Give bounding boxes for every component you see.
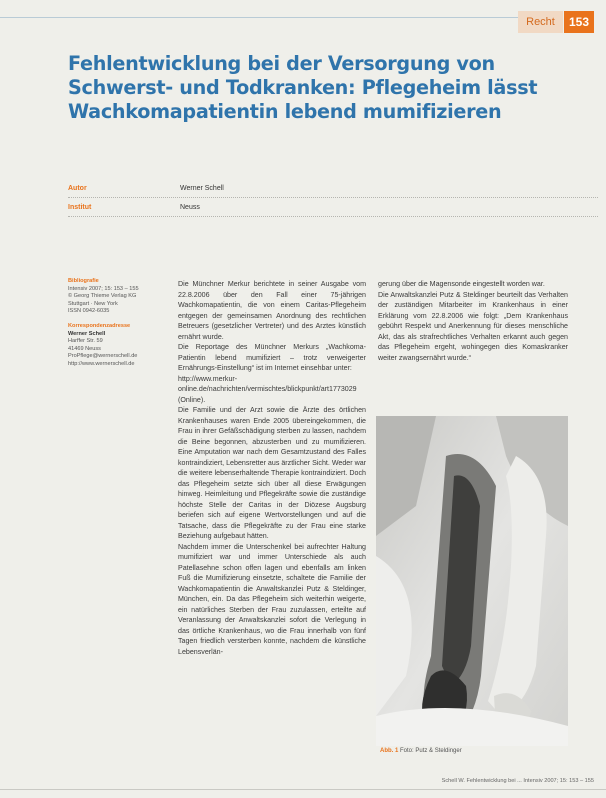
bibliography-line: Intensiv 2007; 15: 153 – 155 <box>68 285 139 292</box>
author-name: Werner Schell <box>180 185 224 192</box>
body-paragraph: Nachdem immer die Unterschenkel bei aufrechter Haltung mumifiziert war und immer Unterschiede als auch Patellasehne schon offen lagen und ebenfalls am linken Fuß die Mumifizierung einsetzte, schaltete die Familie der Wachkomapatientin die Anwaltskanzlei Putz & Steldinger, München, ein. Da das Pflegeheim sich weiterhin weigerte, ein natürliches Sterben der Frau zuzulassen, erteilte auf Veranlassung der Anwaltskanzlei sofort die Verlegung in das örtliche Krankenhaus, wo die Frau innerhalb von fünf Tagen friedlich versterben konnte, nachdem die künstliche Lebensverlän- <box>178 542 366 656</box>
correspondence-heading: Korrespondenzadresse <box>68 322 131 329</box>
bibliography-block <box>68 278 173 316</box>
body-column-right <box>378 279 568 363</box>
institute-rule <box>68 216 598 217</box>
page-number: 153 <box>564 11 594 33</box>
institute-label: Institut <box>68 204 92 211</box>
correspondence-url: http://www.wernerschell.de <box>68 360 135 367</box>
body-paragraph: Die Reportage des Münchner Merkurs „Wachkoma-Patientin lebend mumifiziert – trotz verweigerter Ernährungs-Einstellung“ ist im Internet einsehbar unter: <box>178 343 366 372</box>
footer-citation: Schell W. Fehlentwicklung bei ... Intensiv 2007; 15: 153 – 155 <box>441 778 594 784</box>
body-link: http://www.merkur-online.de/nachrichten/vermischtes/blickpunkt/art1773029 (Online). <box>178 374 357 404</box>
institute-row <box>68 199 598 217</box>
body-paragraph: Die Münchner Merkur berichtete in seiner Ausgabe vom 22.8.2006 über den Fall einer 75-jährigen Wachkomapatientin, die von einem Caritas-Pflegeheim entgegen der gemeinsamen Anordnung des rechtlichen Betreuers (gesetzlicher Vertreter) und des Arztes künstlich ernährt wurde. <box>178 280 366 341</box>
correspondence-email: ProPflege@wernerschell.de <box>68 353 138 360</box>
article-sidebar <box>68 278 173 376</box>
bibliography-line: Stuttgart · New York <box>68 300 118 307</box>
photo-image <box>376 416 568 746</box>
correspondence-block <box>68 323 173 369</box>
author-row <box>68 180 598 198</box>
bibliography-line: ISSN 0942-6035 <box>68 308 110 315</box>
correspondence-line: Harffer Str. 59 <box>68 338 103 345</box>
bibliography-line: © Georg Thieme Verlag KG <box>68 293 137 300</box>
title-line-2: Schwerst- und Todkranken: Pflegeheim lässt <box>68 76 538 99</box>
patient-photo <box>376 416 568 746</box>
header-rule <box>0 17 520 18</box>
body-paragraph: Die Familie und der Arzt sowie die Ärzte des örtlichen Krankenhauses waren Ende 2005 übereingekommen, die Frau in ihrer Gefäßschädigung sterben zu lassen, nachdem die Beine begonnen, abzusterben und zu mumifizieren. Eine Amputation war nach dem Gesamtzustand des Falles kontraindiziert, Lebensretter aus ärztlicher Sicht. Weder war die weitere lebenserhaltende Therapie kontraindiziert. Doch das Pflegeheim setzte sich über all diese Erwägungen hinweg. Heimleitung und Pflegekräfte sowie die zuständige höchste Stelle der Caritas in der Diözese Augsburg beriefen sich auf eigene Wertvorstellungen und auf die Tatsache, dass die Pflegekräfte zu der Frau eine starke Beziehung aufgebaut hätten. <box>178 406 366 540</box>
author-label: Autor <box>68 185 87 192</box>
section-label: Recht <box>518 11 563 33</box>
body-paragraph: Die Anwaltskanzlei Putz & Steldinger beurteilt das Verhalten der zuständigen Mitarbeiter im Krankenhaus in einer Erklärung vom 22.8.2006 wie folgt: „Dem Krankenhaus gebührt Respekt und Anerkennung für dieses menschliche Akt, das als strafrechtliches Verhalten erkannt auch gegen das Pflegeheim ergeht, wohingegen dies Komaskranker weiter zwangsernährt wurde.“ <box>378 290 568 362</box>
correspondence-name: Werner Schell <box>68 330 106 337</box>
caption-label: Abb. 1 <box>380 748 399 754</box>
body-column-left <box>178 279 366 657</box>
bibliography-heading: Bibliografie <box>68 278 99 284</box>
article-title <box>68 52 538 124</box>
correspondence-line: 41469 Neuss <box>68 345 101 352</box>
body-paragraph: gerung über die Magensonde eingestellt worden war. <box>378 280 545 288</box>
institute-name: Neuss <box>180 204 200 211</box>
title-line-1: Fehlentwicklung bei der Versorgung von <box>68 52 495 75</box>
figure-caption <box>380 748 462 754</box>
footer-rule <box>0 789 606 790</box>
caption-text: Foto: Putz & Steldinger <box>400 748 462 754</box>
title-line-3: Wachkomapatientin lebend mumifizieren <box>68 100 502 123</box>
author-rule <box>68 197 598 198</box>
